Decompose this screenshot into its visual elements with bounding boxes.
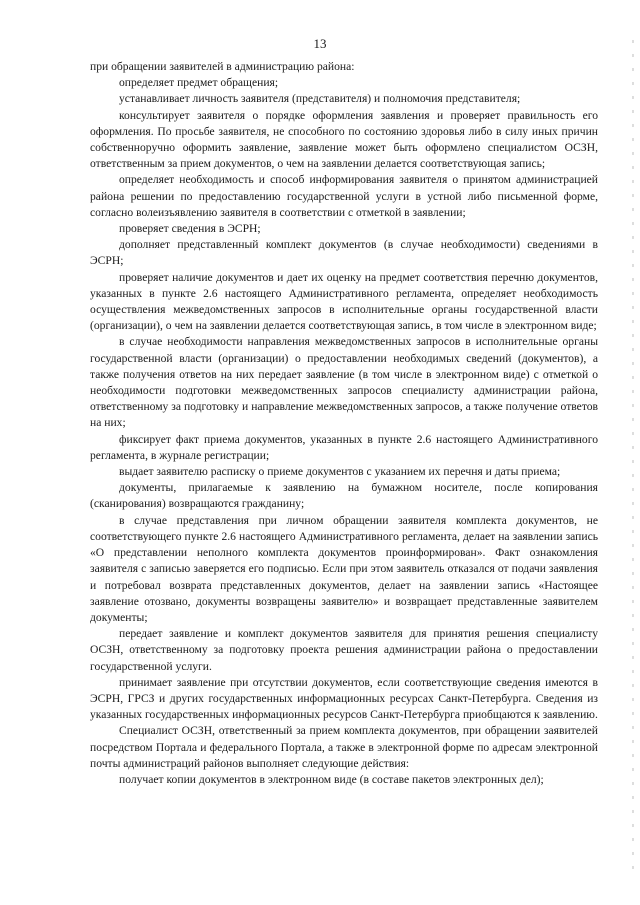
paragraph: получает копии документов в электронном виде (в составе пакетов электронных дел); [119, 772, 544, 786]
page-number: 13 [313, 36, 327, 51]
paragraph: Специалист ОСЗН, ответственный за прием комплекта документов, при обращении заявителей посредством Портала и федерального Портала, а также в электронной форме по адресам электронной почты администраций районов выполняет следующие действия: [90, 724, 598, 770]
paragraph: проверяет сведения в ЭСРН; [119, 222, 261, 236]
paragraph: передает заявление и комплект документов заявителя для принятия решения специалисту ОСЗН, ответственному за подготовку проекта решения администрации района о предоставлении государственной услуги. [90, 627, 598, 673]
paragraph: документы, прилагаемые к заявлению на бумажном носителе, после копирования (сканирования) возвращаются гражданину; [90, 481, 598, 511]
paragraph: выдает заявителю расписку о приеме документов с указанием их перечня и даты приема; [119, 465, 561, 479]
paragraph: фиксирует факт приема документов, указанных в пункте 2.6 настоящего Административного регламента, в журнале регистрации; [90, 432, 598, 462]
paragraph: устанавливает личность заявителя (представителя) и полномочия представителя; [119, 92, 521, 106]
paragraph: определяет предмет обращения; [119, 76, 279, 90]
paragraph: дополняет представленный комплект документов (в случае необходимости) сведениями в ЭСРН; [90, 238, 598, 268]
paragraph: определяет необходимость и способ информирования заявителя о принятом администрацией района решении по предоставлению государственной услуги в устной либо письменной форме, согласно волеизъявлению заявителя в соответствии с отметкой в заявлении; [90, 173, 598, 219]
scan-edge-artifact [632, 40, 634, 870]
paragraph: проверяет наличие документов и дает их оценку на предмет соответствия перечню документов, указанных в пункте 2.6 настоящего Административного регламента, определяет необходимость осуществления межведомственных запросов в исполнительные органы государственной власти (организации), о чем на заявлении делается соответствующая запись, в том числе в электронном виде; [90, 270, 598, 333]
paragraph: в случае представления при личном обращении заявителя комплекта документов, не соответствующего пункте 2.6 настоящего Административного регламента, делает на заявлении запись «О представлении неполного комплекта документов проинформирован». Факт ознакомления заявителя с записью заверяется его подписью. Если при этом заявитель отказался от подачи заявления и потребовал возврата представленных документов, делает на заявлении запись «Настоящее заявление отозвано, документы возвращены заявителю» и возвращает представленные заявителем документы; [90, 513, 598, 624]
paragraph: в случае необходимости направления межведомственных запросов в исполнительные органы государственной власти (организации) о предоставлении необходимых сведений (документов), а также получения ответов на них передает заявление (в том числе в электронном виде) с отметкой о необходимости подготовки межведомственных запросов специалисту администрации района, ответственному за подготовку и направление межведомственных запросов, а также получение ответов на них; [90, 335, 598, 430]
document-body [90, 59, 598, 788]
paragraph: принимает заявление при отсутствии документов, если соответствующие сведения имеются в ЭСРН, ГРСЗ и других государственных информационных ресурсах Санкт-Петербурга. Сведения из указанных государственных информационных ресурсов Санкт-Петербурга приобщаются к заявлению. [90, 675, 598, 722]
paragraph: консультирует заявителя о порядке оформления заявления и проверяет правильность его оформления. По просьбе заявителя, не способного по состоянию здоровья либо в силу иных причин собственноручно оформить заявление, заявление может быть оформлено специалистом ОСЗН, ответственным за прием документов, о чем на заявлении делается соответствующая запись; [90, 108, 598, 171]
paragraph: при обращении заявителей в администрацию района: [90, 60, 355, 73]
